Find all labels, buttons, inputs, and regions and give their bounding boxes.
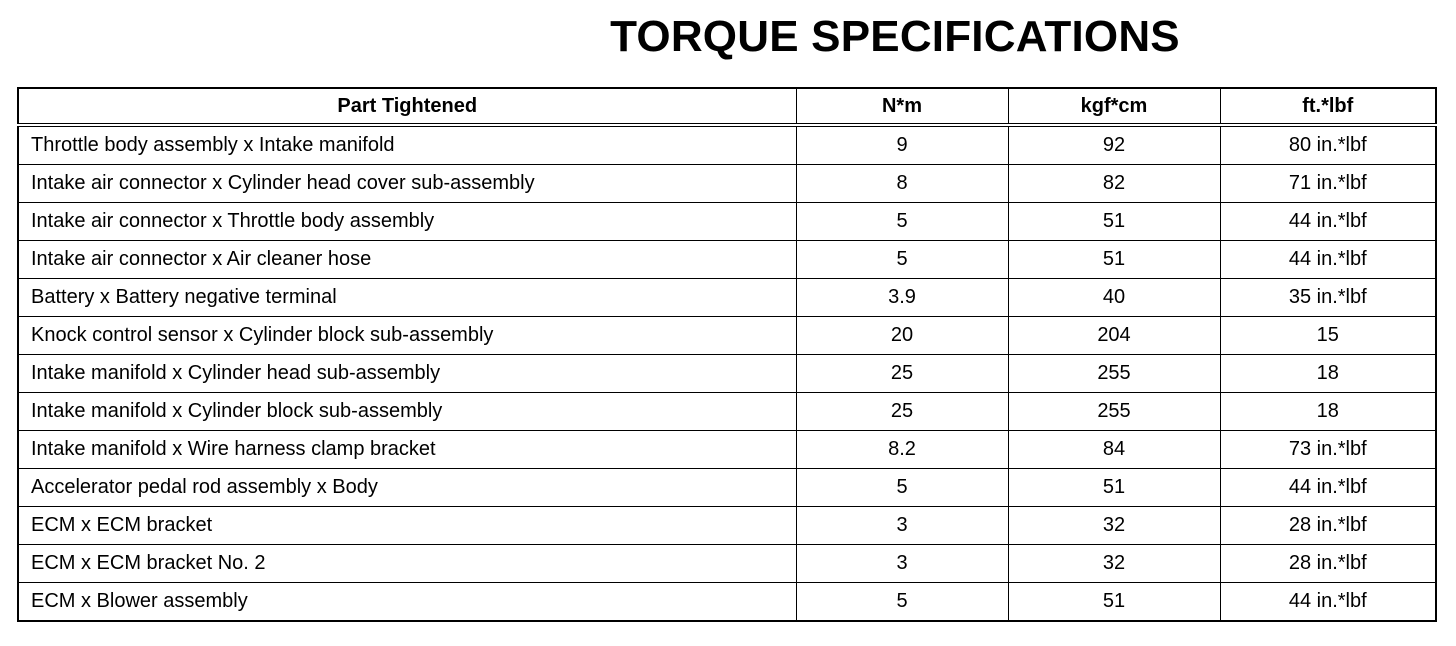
- part-cell: Intake air connector x Throttle body assembly: [18, 203, 796, 241]
- kgfcm-cell: 40: [1008, 279, 1220, 317]
- kgfcm-cell: 51: [1008, 203, 1220, 241]
- header-ftlbf: ft.*lbf: [1220, 88, 1436, 125]
- table-row: [18, 203, 1436, 241]
- part-cell: Knock control sensor x Cylinder block sub-assembly: [18, 317, 796, 355]
- ftlbf-cell: 71 in.*lbf: [1220, 165, 1436, 203]
- header-part-tightened: Part Tightened: [18, 88, 796, 125]
- nm-cell: 20: [796, 317, 1008, 355]
- ftlbf-cell: 44 in.*lbf: [1220, 469, 1436, 507]
- kgfcm-cell: 204: [1008, 317, 1220, 355]
- kgfcm-cell: 32: [1008, 545, 1220, 583]
- nm-cell: 5: [796, 203, 1008, 241]
- table-row: [18, 583, 1436, 622]
- kgfcm-cell: 255: [1008, 355, 1220, 393]
- nm-cell: 3: [796, 507, 1008, 545]
- ftlbf-cell: 73 in.*lbf: [1220, 431, 1436, 469]
- nm-cell: 3: [796, 545, 1008, 583]
- kgfcm-cell: 51: [1008, 241, 1220, 279]
- part-cell: Intake manifold x Wire harness clamp bracket: [18, 431, 796, 469]
- table-row: [18, 393, 1436, 431]
- ftlbf-cell: 28 in.*lbf: [1220, 507, 1436, 545]
- part-cell: Intake air connector x Cylinder head cover sub-assembly: [18, 165, 796, 203]
- table-row: [18, 317, 1436, 355]
- kgfcm-cell: 82: [1008, 165, 1220, 203]
- part-cell: Intake manifold x Cylinder head sub-assembly: [18, 355, 796, 393]
- part-cell: Intake air connector x Air cleaner hose: [18, 241, 796, 279]
- table-row: [18, 125, 1436, 165]
- kgfcm-cell: 51: [1008, 583, 1220, 622]
- table-row: [18, 241, 1436, 279]
- header-nm: N*m: [796, 88, 1008, 125]
- table-row: [18, 355, 1436, 393]
- ftlbf-cell: 15: [1220, 317, 1436, 355]
- table-row: [18, 431, 1436, 469]
- table-header-row: [18, 88, 1436, 125]
- nm-cell: 8.2: [796, 431, 1008, 469]
- table-row: [18, 165, 1436, 203]
- nm-cell: 8: [796, 165, 1008, 203]
- table-row: [18, 545, 1436, 583]
- nm-cell: 5: [796, 469, 1008, 507]
- kgfcm-cell: 32: [1008, 507, 1220, 545]
- ftlbf-cell: 44 in.*lbf: [1220, 583, 1436, 622]
- part-cell: Battery x Battery negative terminal: [18, 279, 796, 317]
- ftlbf-cell: 44 in.*lbf: [1220, 241, 1436, 279]
- nm-cell: 25: [796, 355, 1008, 393]
- header-kgfcm: kgf*cm: [1008, 88, 1220, 125]
- ftlbf-cell: 44 in.*lbf: [1220, 203, 1436, 241]
- nm-cell: 9: [796, 125, 1008, 165]
- table-row: [18, 469, 1436, 507]
- part-cell: ECM x Blower assembly: [18, 583, 796, 622]
- ftlbf-cell: 18: [1220, 355, 1436, 393]
- table-row: [18, 507, 1436, 545]
- nm-cell: 25: [796, 393, 1008, 431]
- part-cell: Intake manifold x Cylinder block sub-assembly: [18, 393, 796, 431]
- nm-cell: 5: [796, 583, 1008, 622]
- torque-spec-table: [17, 87, 1437, 622]
- nm-cell: 5: [796, 241, 1008, 279]
- part-cell: Throttle body assembly x Intake manifold: [18, 125, 796, 165]
- table-row: [18, 279, 1436, 317]
- kgfcm-cell: 255: [1008, 393, 1220, 431]
- kgfcm-cell: 84: [1008, 431, 1220, 469]
- part-cell: Accelerator pedal rod assembly x Body: [18, 469, 796, 507]
- ftlbf-cell: 18: [1220, 393, 1436, 431]
- ftlbf-cell: 35 in.*lbf: [1220, 279, 1436, 317]
- ftlbf-cell: 80 in.*lbf: [1220, 125, 1436, 165]
- nm-cell: 3.9: [796, 279, 1008, 317]
- ftlbf-cell: 28 in.*lbf: [1220, 545, 1436, 583]
- page-title: TORQUE SPECIFICATIONS: [610, 12, 1180, 61]
- part-cell: ECM x ECM bracket No. 2: [18, 545, 796, 583]
- part-cell: ECM x ECM bracket: [18, 507, 796, 545]
- kgfcm-cell: 51: [1008, 469, 1220, 507]
- kgfcm-cell: 92: [1008, 125, 1220, 165]
